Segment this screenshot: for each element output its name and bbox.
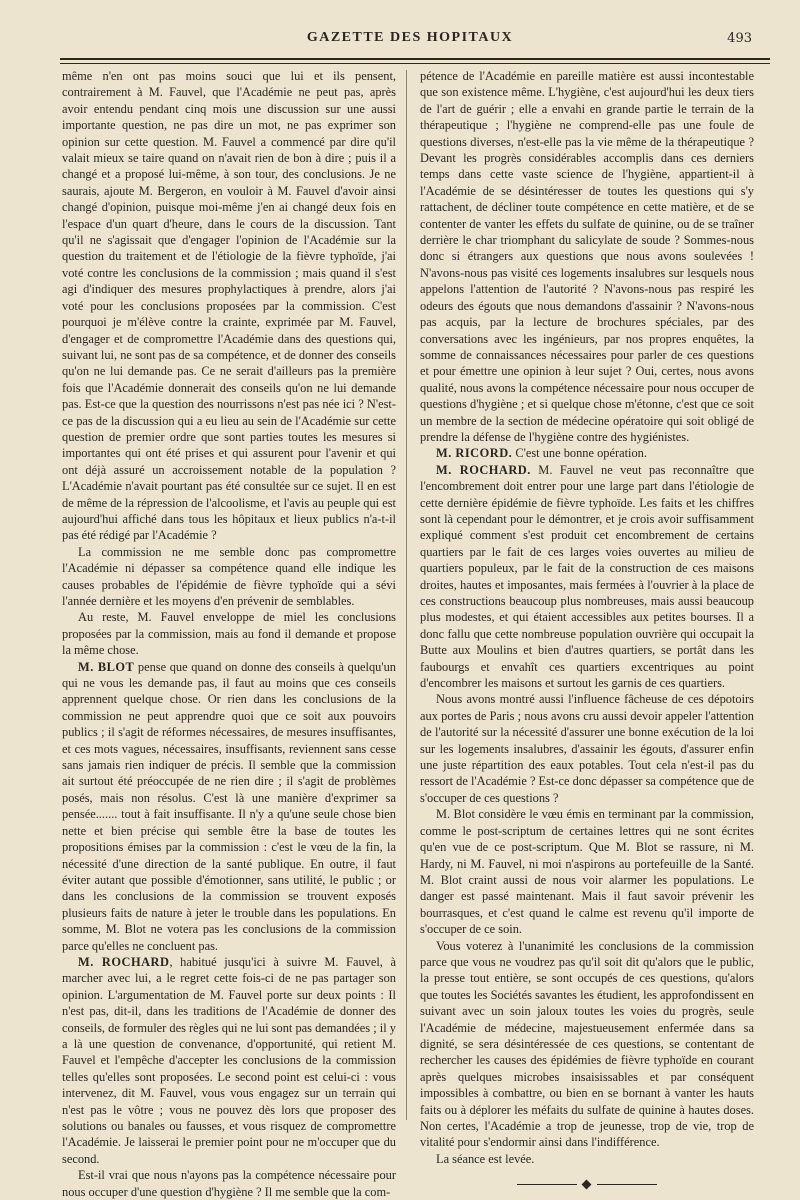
paragraph (62, 954, 396, 1167)
paragraph (420, 1151, 754, 1167)
column-divider (406, 70, 407, 1120)
paragraph-text: M. Blot considère le vœu émis en terminant par la commission, comme le post-scriptum de certaines lettres qui ne sont écrites qu'en vue de ce post-scriptum. Que M. Blot se rassure, ni M. Hardy, ni M. Fauvel, ni moi n'aspirons au portefeuille de la Santé. M. Blot craint aussi de nous voir alarmer les populations. Le danger est passé maintenant. Mais il faut savoir prévenir les bourrasques, et c'est quand le calme est revenu qu'il importe de s'occuper de ce soin. (420, 807, 754, 937)
paragraph (420, 445, 754, 461)
running-title: GAZETTE DES HOPITAUX (306, 30, 514, 45)
end-ornament (517, 1181, 657, 1189)
speaker-name: M. BLOT (78, 659, 135, 674)
paragraph (62, 544, 396, 610)
paragraph (420, 691, 754, 806)
left-column (62, 68, 396, 1200)
paragraph (420, 462, 754, 692)
paragraph-text: C'est une bonne opération. (512, 446, 647, 461)
paragraph (62, 659, 396, 954)
paragraph-text: même n'en ont pas moins souci que lui et ils pensent, contrairement à M. Fauvel, que l'Académie ne peut pas, après avoir entendu pendant cinq mois une discussion sur une aussi importante question, ne pas dire un mot, ne pas exprimer son opinion sur cette question. M. Fauvel a commencé par dire qu'il valait mieux se taire quand on n'avait rien de bon à dire ; puis il a changé et a proposé lui-même, à son tour, des conclusions. Je ne saurais, ajoute M. Bergeron, en vouloir à M. Fauvel d'avoir ainsi changé d'opinion, puisque moi-même j'en ai changé deux fois en l'espace d'un quart d'heure, dans le cours de la discussion. Tant qu'il ne s'agissait que d'engager l'opinion de l'Académie sur la question du traitement et de l'étiologie de la fièvre typhoïde, j'ai voté contre les conclusions de la commission ; mais quand il s'est agi d'indiquer des mesures prophylactiques à prendre, alors j'ai voté pour les conclusions proposées par la commission. C'est pourquoi je m'élève contre la crainte, exprimée par M. Fauvel, d'engager et de compromettre l'Académie dans des questions qui, suivant lui, ne sont pas de sa compétence, et de donner des conseils qu'on ne lui demande pas. Ce ne serait d'ailleurs pas la première fois que l'Académie donnerait des conseils qu'on ne lui demande pas. Est-ce que la question des nourrissons n'est pas née ici ? N'est-ce pas de la discussion qui a eu lieu au sein de l'Académie sur cette question de premier ordre que sont parties toutes les mesures si importantes qui ont été prises et qui assurent pour l'avenir et qui ont déjà assuré un accroissement notable de la population ? L'Académie n'avait pourtant pas été consultée sur ce sujet. Il en est de même de la répression de l'alcoolisme, et l'avis au peuple qui est aujourd'hui affiché dans tous les hôpitaux et lieux publics n'a-t-il pas été rédigé par l'Académie ? (62, 69, 396, 543)
paragraph-text: La commission ne me semble donc pas compromettre l'Académie ni dépasser sa compétence quand elle indique les causes probables de l'épidémie de fièvre typhoïde qui a sévi l'année dernière et les moyens d'en prévenir de semblables. (62, 544, 396, 608)
speaker-name: M. RICORD. (436, 446, 513, 461)
speaker-name: M. ROCHARD. (436, 462, 531, 477)
paragraph (62, 609, 396, 658)
paragraph (420, 806, 754, 937)
paragraph-text: M. Fauvel ne veut pas reconnaître que l'encombrement doit entrer pour une large part dans l'étiologie de cette dernière épidémie de fièvre typhoïde. Les faits et les chiffres sont là cependant pour le démontrer, et je crois avoir suffisamment expliqué comment s'est produit cet encombrement de certains quartiers par le fait de ces larges voies ouvertes au milieu de quartiers populeux, par le fait de la construction de ces maisons droites, hautes et imposantes, mais fermées à l'ouvrier à la place de ces constructions beaucoup plus nombreuses, mais aussi beaucoup plus modestes, et qui étaient accessibles aux petites bourses. Il a donc fallu que cette nombreuse population ouvrière qui occupait la Butte aux Moulins et bien d'autres quartiers, se portât dans les faubourgs et envahît ces quartiers excentriques au point d'encombrer les maisons et surtout les garnis de ces quartiers. (420, 462, 754, 691)
paragraph-text: pense que quand on donne des conseils à quelqu'un qui ne vous les demande pas, il faut au moins que ces conseils apprennent quelque chose. Or rien dans les conclusions de la commission ne peut apprendre quoi que ce soit aux pouvoirs publics ; il s'agit de réformes nécessaires, de mesures insuffisantes, et ces mots vagues, nécessaires, insuffisants, reviennent sans cesse sans jamais rien indiquer de précis. Il semble que la commission ait surtout été préoccupée de ne rien dire ; il s'agit de problèmes posés, mais non résolus. C'est là une manière d'exprimer sa pensée....... tout à fait insuffisante. Il n'y a qu'une seule chose bien nette et bien précise qui semble être la base de toutes les propositions émises par la commission : c'est le vœu de la fin, la nécessité d'une direction de la santé publique. En outre, il faut éviter autant que possible d'émotionner, sans utilité, le public ; or dans les conclusions de la commission se trouvent exposés plusieurs faits de nature à jeter le trouble dans les populations. En somme, M. Blot ne votera pas les conclusions de la commission parce qu'elles ne concluent pas. (62, 659, 397, 953)
paragraph-text: Est-il vrai que nous n'ayons pas la compétence nécessaire pour nous occuper d'une question d'hygiène ? Il me semble que la com- (62, 1168, 396, 1199)
header-rule-thin (60, 63, 770, 64)
paragraph-text: Vous voterez à l'unanimité les conclusions de la commission parce que vous ne voudrez pas qu'il soit dit qu'alors que le public, la presse tout entière, se sont occupés de ces questions, qu'alors que toutes les Sociétés savantes les étudient, les approfondissent en suivant avec un soin jaloux toutes les voies du progrès, seule l'Académie de médecine, majestueusement enfermée dans sa dignité, se sera désintéressée de ces questions, se contentant de rechercher les causes des épidémies de fièvre typhoïde en courant après quelques microbes insaisissables et par conséquent impossibles à combattre, ou bien en se bornant à vanter les hauts faits ou à déplorer les méfaits du sulfate de quinine à hautes doses. Non certes, l'Académie a trop de jeunesse, trop de vie, trop de vitalité pour s'endormir ainsi dans l'indifférence. (420, 938, 754, 1150)
speaker-name: M. ROCHARD (78, 954, 170, 969)
right-column (420, 68, 754, 1189)
paragraph-text: Au reste, M. Fauvel enveloppe de miel les conclusions proposées par la commission, mais au fond il demande et propose la même chose. (62, 610, 396, 658)
page-header (60, 30, 760, 50)
page-number: 493 (727, 31, 752, 46)
paragraph (420, 938, 754, 1151)
paragraph (62, 1167, 396, 1200)
paragraph-text: , habitué jusqu'ici à suivre M. Fauvel, à marcher avec lui, a le regret cette fois-ci de ne pas partager son opinion. L'argumentation de M. Fauvel porte sur deux points : Il n'est pas, dit-il, dans les traditions de l'Académie de donner des conseils, de formuler des règles qui ne lui sont pas demandées ; il y a là une question de convenance, d'opportunité, qui retient M. Fauvel et l'empêche d'accepter les conclusions de la commission telles qu'elles sont proposées. Le second point est celui-ci : vous intervenez, dit M. Fauvel, vous vous engagez sur un terrain qui n'est pas le vôtre ; vous ne pouvez dès lors que proposer des solutions ou banales ou fausses, et vous risquez de compromettre l'Académie. Je laisserai le premier point pour ne m'occuper que du second. (62, 954, 396, 1166)
header-rule-thick (60, 58, 770, 60)
paragraph-text: pétence de l'Académie en pareille matière est aussi incontestable que son existence même. L'hygiène, c'est aujourd'hui les deux tiers de l'art de guérir ; elle a envahi en grande partie le terrain de la thérapeutique ; l'hygiène ne comprend-elle pas une foule de questions diverses, n'est-elle pas la vie même de la thérapeutique ? Devant les progrès considérables accomplis dans ces derniers temps dans cette vaste science de l'hygiène, appartient-il à l'Académie de se désintéresser de toutes les questions qui s'y rattachent, de décliner toute compétence en cette matière, et de se contenter de vanter les effets du sulfate de quinine, ou de se traîner derrière le char triomphant du salicylate de soude ? Sommes-nous donc si étrangers aux questions que nous avons soulevées ! N'avons-nous pas visité ces logements insalubres sur lesquels nous appelons l'attention de l'autorité ? N'avons-nous pas respiré les odeurs des égouts que nous demandons d'assainir ? N'avons-nous pas acquis, par la lecture de brochures spéciales, par des conversations avec les ingénieurs, par nos propres enquêtes, la somme de connaissances nécessaires pour parler de ces questions et pour émettre une opinion à leur sujet ? Oui, certes, nous avons qualité, nous avons la compétence nécessaire pour nous occuper de questions d'hygiène ; et si quelque chose m'étonne, c'est que ce soit un membre de la section de médecine opératoire qui soit obligé de prendre la défense de l'hygiène contre des hygiénistes. (420, 69, 754, 444)
paragraph (420, 68, 754, 445)
paragraph-text: Nous avons montré aussi l'influence fâcheuse de ces dépotoirs aux portes de Paris ; nous avons cru aussi devoir appeler l'attention de l'autorité sur la nécessité d'assurer une bonne exécution de la loi sur les logements insalubres, d'assainir les égouts, d'assurer enfin une juste répartition des eaux potables. Tout cela n'est-il pas du ressort de l'Académie ? Est-ce donc dépasser sa compétence que de s'occuper de ces questions ? (420, 692, 754, 805)
paragraph (62, 68, 396, 544)
paragraph-text: La séance est levée. (436, 1151, 535, 1166)
